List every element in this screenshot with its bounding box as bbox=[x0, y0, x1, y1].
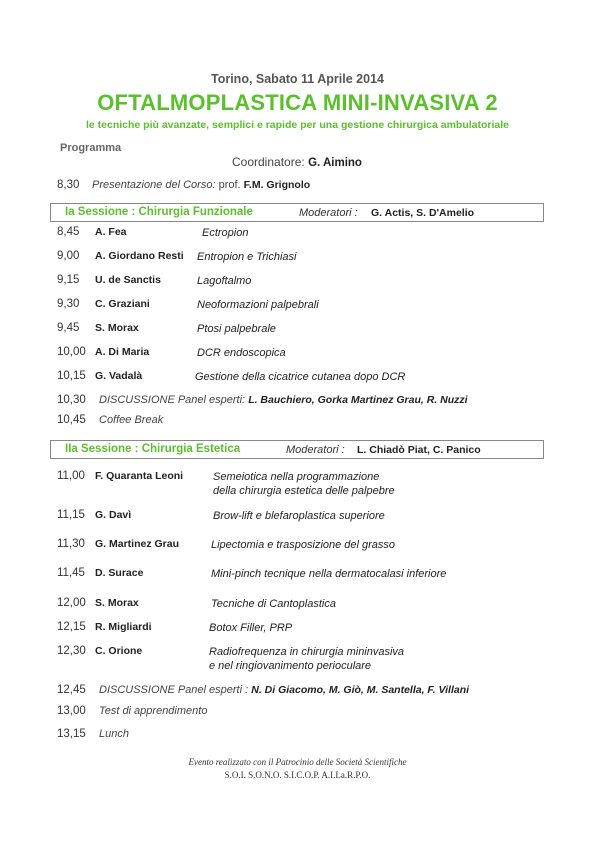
session1-title: Ia Sessione : Chirurgia Funzionale bbox=[65, 206, 253, 218]
item-time: 10,30 bbox=[57, 394, 86, 406]
discussion-panel: N. Di Giacomo, M. Giò, M. Santella, F. Villani bbox=[251, 684, 470, 696]
intro-text bbox=[92, 179, 310, 191]
item-topic: DCR endoscopica bbox=[197, 347, 286, 359]
item-time: 12,00 bbox=[57, 597, 86, 609]
item-time: 12,30 bbox=[57, 645, 86, 657]
session1-moderators-label: Moderatori : bbox=[299, 207, 358, 219]
item-time: 9,45 bbox=[57, 322, 80, 334]
session1-header bbox=[50, 203, 544, 222]
page-subtitle: le tecniche più avanzate, semplici e rapide per una gestione chirurgica ambulatoriale bbox=[85, 119, 510, 131]
item-time: 12,15 bbox=[57, 621, 86, 633]
item-topic: Ectropion bbox=[202, 227, 249, 239]
item-time: 12,45 bbox=[57, 684, 86, 696]
item-topic: Radiofrequenza in chirurgia mininvasiva bbox=[209, 646, 405, 658]
coordinator-name: G. Aimino bbox=[308, 157, 362, 169]
item-topic: Mini-pinch tecnique nella dermatocalasi inferiore bbox=[211, 568, 447, 580]
item-speaker: S. Morax bbox=[95, 597, 139, 609]
session2-title: IIa Sessione : Chirurgia Estetica bbox=[65, 443, 241, 455]
lunch-label: Lunch bbox=[99, 728, 129, 740]
item-speaker: A. Di Maria bbox=[95, 346, 150, 358]
item-topic: Entropion e Trichiasi bbox=[197, 251, 297, 263]
intro-name: F.M. Grignolo bbox=[243, 179, 311, 191]
item-topic: Neoformazioni palpebrali bbox=[197, 299, 319, 311]
item-speaker: G. Davì bbox=[95, 509, 132, 521]
patronage-note: Evento realizzato con il Patrocinio delle Società Scientifiche bbox=[188, 757, 407, 767]
item-speaker: S. Morax bbox=[95, 322, 139, 334]
session2-header bbox=[50, 440, 544, 459]
test-label: Test di apprendimento bbox=[99, 705, 208, 717]
intro-prof: prof. bbox=[218, 179, 241, 191]
item-speaker: F. Quaranta Leoni bbox=[95, 470, 184, 482]
item-time: 9,15 bbox=[57, 274, 80, 286]
item-time: 13,00 bbox=[57, 705, 86, 717]
item-time: 9,00 bbox=[57, 250, 80, 262]
societies-list: S.O.I. S.O.N.O. S.I.C.O.P. A.I.La.R.P.O. bbox=[224, 770, 371, 780]
item-topic: Ptosi palpebrale bbox=[197, 323, 276, 335]
item-speaker: G. Vadalà bbox=[95, 370, 143, 382]
item-speaker: C. Graziani bbox=[95, 298, 150, 310]
item-speaker: A. Fea bbox=[95, 226, 127, 238]
item-topic: Lipectomia e trasposizione del grasso bbox=[211, 539, 396, 551]
item-time: 10,00 bbox=[57, 346, 86, 358]
item-topic-line2: della chirurgia estetica delle palpebre bbox=[213, 485, 395, 497]
item-time: 13,15 bbox=[57, 728, 86, 740]
programma-heading: Programma bbox=[60, 142, 122, 154]
item-topic: Lagoftalmo bbox=[197, 275, 252, 287]
intro-time: 8,30 bbox=[57, 179, 80, 191]
event-date: Torino, Sabato 11 Aprile 2014 bbox=[211, 72, 384, 86]
item-topic: Gestione della cicatrice cutanea dopo DCR bbox=[195, 371, 406, 383]
item-topic: Brow-lift e blefaroplastica superiore bbox=[213, 510, 385, 522]
item-topic: Tecniche di Cantoplastica bbox=[211, 598, 336, 610]
item-topic-line2: e nel ringiovanimento perioculare bbox=[209, 660, 372, 672]
item-speaker: G. Martinez Grau bbox=[95, 538, 180, 550]
intro-label: Presentazione del Corso: bbox=[92, 179, 216, 191]
item-speaker: A. Giordano Resti bbox=[95, 250, 184, 262]
discussion-panel: L. Bauchiero, Gorka Martinez Grau, R. Nuzzi bbox=[248, 394, 468, 406]
item-time: 9,30 bbox=[57, 298, 80, 310]
coordinator-label: Coordinatore: bbox=[232, 155, 305, 169]
item-topic: Botox Filler, PRP bbox=[209, 622, 293, 634]
discussion-text bbox=[99, 394, 468, 406]
item-topic: Semeiotica nella programmazione bbox=[213, 471, 380, 483]
coordinator bbox=[232, 155, 362, 169]
item-time: 11,45 bbox=[57, 567, 85, 579]
discussion-label: DISCUSSIONE Panel esperti : bbox=[99, 684, 249, 696]
discussion-text bbox=[99, 684, 469, 696]
page-title: OFTALMOPLASTICA MINI-INVASIVA 2 bbox=[97, 90, 498, 115]
session2-moderators: L. Chiadò Piat, C. Panico bbox=[357, 444, 481, 456]
item-time: 10,15 bbox=[57, 370, 86, 382]
item-speaker: R. Migliardi bbox=[95, 621, 152, 633]
item-speaker: C. Orione bbox=[95, 645, 143, 657]
discussion-label: DISCUSSIONE Panel esperti: bbox=[99, 394, 246, 406]
item-time: 11,15 bbox=[57, 509, 85, 521]
item-time: 8,45 bbox=[57, 226, 80, 238]
item-speaker: D. Surace bbox=[95, 567, 144, 579]
session1-moderators: G. Actis, S. D'Amelio bbox=[371, 207, 475, 219]
item-time: 11,30 bbox=[57, 538, 85, 550]
item-speaker: U. de Sanctis bbox=[95, 274, 161, 286]
item-time: 11,00 bbox=[57, 470, 85, 482]
break-label: Coffee Break bbox=[99, 414, 164, 426]
session2-moderators-label: Moderatori : bbox=[286, 444, 345, 456]
item-time: 10,45 bbox=[57, 414, 86, 426]
